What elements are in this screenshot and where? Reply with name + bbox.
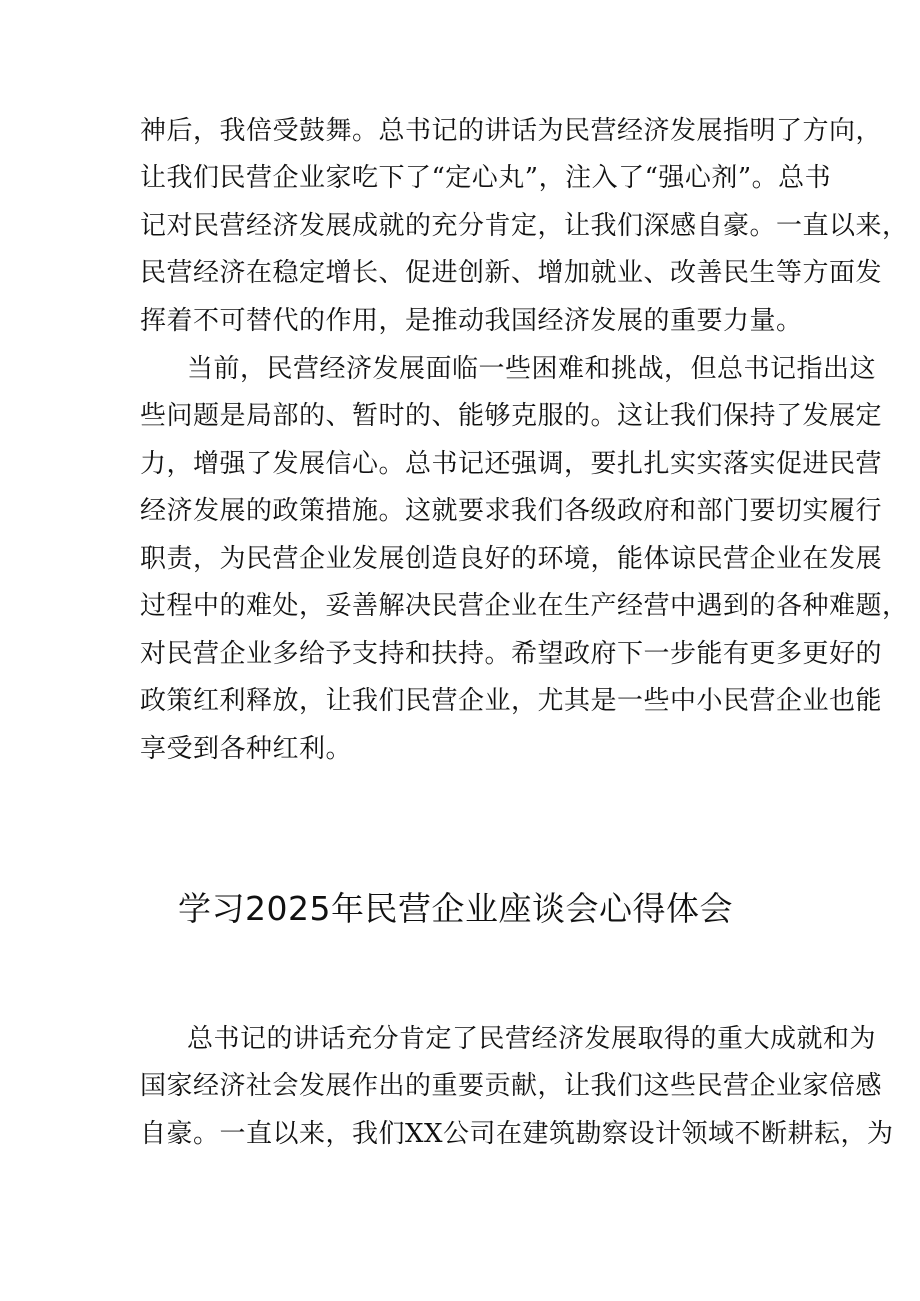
paragraph-line: 自豪。一直以来，我们XX公司在建筑勘察设计领域不断耕耘，为: [140, 1119, 894, 1149]
paragraph-line: 当前，民营经济发展面临一些困难和挑战，但总书记指出这: [187, 354, 877, 384]
article-title: 学习2025年民营企业座谈会心得体会: [178, 889, 733, 928]
paragraph-line: 国家经济社会发展作出的重要贡献，让我们这些民营企业家倍感: [140, 1071, 883, 1101]
paragraph-line: 总书记的讲话充分肯定了民营经济发展取得的重大成就和为: [187, 1024, 877, 1054]
paragraph-line: 享受到各种红利。: [140, 734, 353, 764]
paragraph-line: 经济发展的政策措施。这就要求我们各级政府和部门要切实履行: [140, 496, 883, 526]
paragraph-line: 职责，为民营企业发展创造良好的环境，能体谅民营企业在发展: [140, 544, 883, 574]
paragraph-line: 民营经济在稳定增长、促进创新、增加就业、改善民生等方面发: [140, 258, 883, 288]
paragraph-line: 让我们民营企业家吃下了“定心丸”，注入了“强心剂”。总书: [140, 163, 832, 193]
paragraph-line: 挥着不可替代的作用，是推动我国经济发展的重要力量。: [140, 306, 803, 336]
paragraph-line: 过程中的难处，妥善解决民营企业在生产经营中遇到的各种难题，: [140, 591, 909, 621]
paragraph-line: 记对民营经济发展成就的充分肯定，让我们深感自豪。一直以来，: [140, 211, 909, 241]
paragraph-line: 力，增强了发展信心。总书记还强调，要扎扎实实落实促进民营: [140, 449, 883, 479]
paragraph-line: 政策红利释放，让我们民营企业，尤其是一些中小民营企业也能: [140, 686, 883, 716]
paragraph-line: 神后，我倍受鼓舞。总书记的讲话为民营经济发展指明了方向，: [140, 116, 883, 146]
paragraph-line: 对民营企业多给予支持和扶持。希望政府下一步能有更多更好的: [140, 639, 883, 669]
paragraph-line: 些问题是局部的、暂时的、能够克服的。这让我们保持了发展定: [140, 401, 883, 431]
